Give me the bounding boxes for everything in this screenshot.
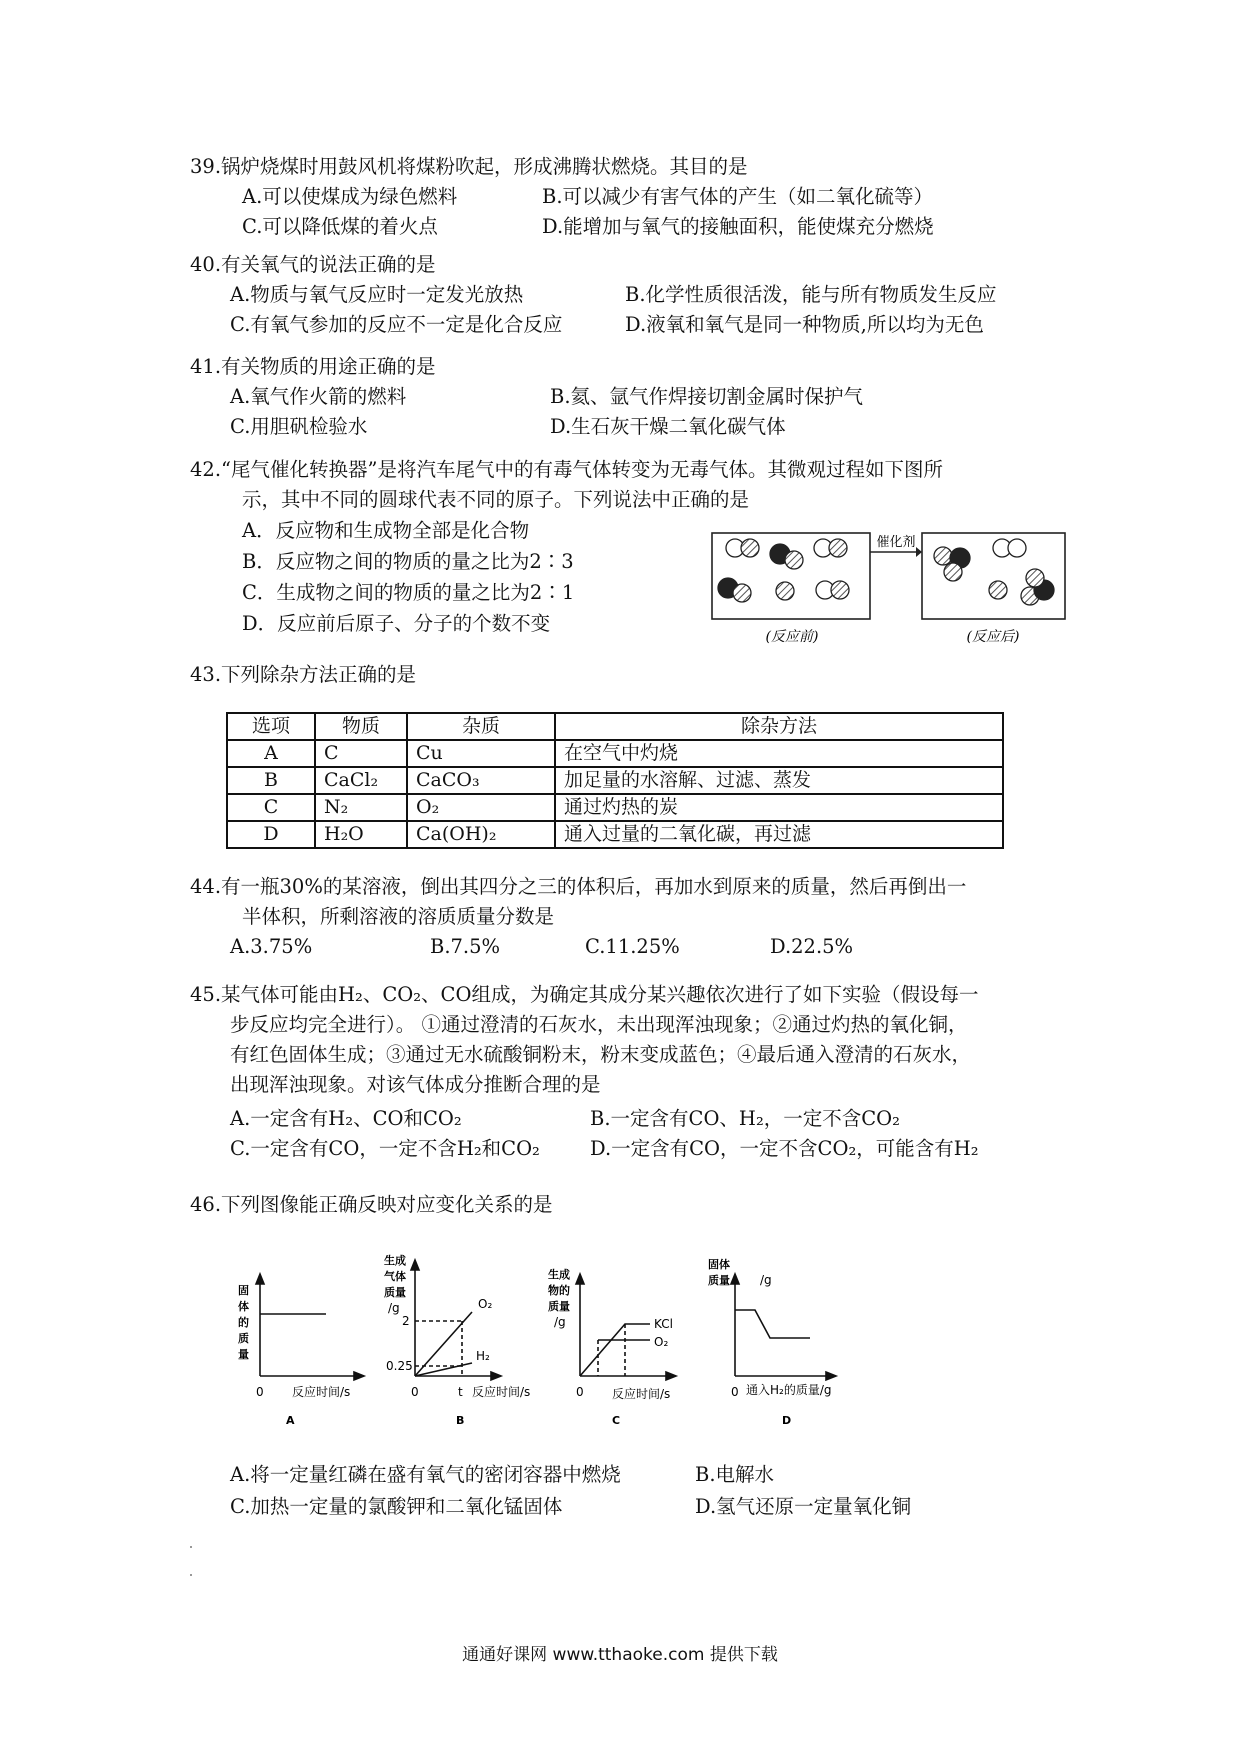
table-cell: 通入过量的二氧化碳，再过滤	[555, 821, 1003, 848]
impurity-table	[226, 712, 1004, 849]
series-o2-label: O₂	[478, 1297, 493, 1311]
footer-credit: 通通好课网 www.tthaoke.com 提供下载	[462, 1645, 778, 1665]
graph-d-ylabel: /g	[760, 1273, 772, 1287]
question-stem: 46.下列图像能正确反映对应变化关系的是	[190, 1193, 553, 1216]
option-c: C.一定含有CO，一定不含H₂和CO₂	[230, 1137, 540, 1160]
option-b: B.化学性质很活泼，能与所有物质发生反应	[625, 283, 997, 306]
graph-a-ylabel: 质	[238, 1332, 249, 1345]
table-cell: CaCO₃	[407, 767, 555, 794]
table-header: 杂质	[407, 713, 555, 740]
table-cell: C	[315, 740, 407, 767]
question-stem-cont: 有红色固体生成；③通过无水硫酸铜粉末，粉末变成蓝色；④最后通入澄清的石灰水，	[230, 1043, 972, 1066]
option-c: C.可以降低煤的着火点	[242, 215, 438, 238]
table-cell: CaCl₂	[315, 767, 407, 794]
speck	[190, 1574, 192, 1576]
option-c: C.有氧气参加的反应不一定是化合反应	[230, 313, 563, 336]
option-c: C.用胆矾检验水	[230, 415, 368, 438]
question-stem: 39.锅炉烧煤时用鼓风机将煤粉吹起，形成沸腾状燃烧。其目的是	[190, 155, 748, 178]
graphs-figure	[230, 1250, 870, 1430]
table-cell: D	[227, 821, 315, 848]
graph-a-origin: 0	[256, 1385, 264, 1399]
table-cell: 加足量的水溶解、过滤、蒸发	[555, 767, 1003, 794]
table-header: 物质	[315, 713, 407, 740]
graph-a-ylabel: 的	[238, 1316, 249, 1329]
question-stem: 44.有一瓶30%的某溶液，倒出其四分之三的体积后，再加水到原来的质量，然后再倒出一	[190, 875, 967, 898]
option-d: D.22.5%	[770, 935, 854, 958]
question-stem: 42.“尾气催化转换器”是将汽车尾气中的有毒气体转变为无毒气体。其微观过程如下图所	[190, 458, 943, 481]
table-cell: Ca(OH)₂	[407, 821, 555, 848]
table-header: 选项	[227, 713, 315, 740]
question-45	[190, 980, 1070, 1164]
option-b: B.可以减少有害气体的产生（如二氧化硫等）	[542, 185, 934, 208]
graph-a-ylabel: 固	[238, 1284, 249, 1297]
graph-c-origin: 0	[576, 1385, 584, 1399]
table-row	[227, 794, 1003, 821]
graph-d-origin: 0	[731, 1385, 739, 1399]
graph-d-ylabel: 质量	[708, 1274, 730, 1287]
table-cell: Cu	[407, 740, 555, 767]
graph-b-ylabel: /g	[388, 1301, 400, 1315]
option-d: D.生石灰干燥二氧化碳气体	[550, 415, 786, 438]
after-label: (反应后)	[966, 629, 1020, 645]
question-stem: 45.某气体可能由H₂、CO₂、CO组成，为确定其成分某兴趣依次进行了如下实验（假设每一	[190, 983, 979, 1006]
graph-a-xlabel: 反应时间/s	[292, 1385, 351, 1399]
graph-b-ylabel: 质量	[384, 1286, 406, 1299]
option-a: A.3.75%	[230, 935, 313, 958]
option-b: B.7.5%	[430, 935, 501, 958]
table-row	[227, 767, 1003, 794]
table-cell: N₂	[315, 794, 407, 821]
question-41	[190, 352, 1070, 442]
table-row	[227, 740, 1003, 767]
series-o2-label: O₂	[654, 1335, 669, 1349]
option-d: D．反应前后原子、分子的个数不变	[242, 612, 551, 635]
table-cell: 在空气中灼烧	[555, 740, 1003, 767]
option-a: A.氧气作火箭的燃料	[230, 385, 407, 408]
table-cell: H₂O	[315, 821, 407, 848]
option-c: C.加热一定量的氯酸钾和二氧化锰固体	[230, 1495, 563, 1518]
graph-c-ylabel: 物的	[548, 1284, 570, 1297]
option-a: A.可以使煤成为绿色燃料	[242, 185, 458, 208]
table-row	[227, 821, 1003, 848]
option-c: C.11.25%	[585, 935, 680, 958]
table-cell: O₂	[407, 794, 555, 821]
graph-a	[256, 1274, 364, 1380]
question-40	[190, 250, 1070, 340]
question-43	[190, 660, 1070, 690]
option-a: A.将一定量红磷在盛有氧气的密闭容器中燃烧	[230, 1463, 621, 1486]
question-46-options	[190, 1460, 1070, 1522]
table-header-row	[227, 713, 1003, 740]
table-cell: A	[227, 740, 315, 767]
graph-b-tick-x: t	[458, 1385, 463, 1399]
graph-d	[731, 1274, 836, 1380]
graph-c-ylabel: 质量	[548, 1300, 570, 1313]
graph-d-tag: D	[782, 1414, 792, 1427]
graph-b-xlabel: 反应时间/s	[472, 1385, 531, 1399]
option-d: D.能增加与氧气的接触面积，能使煤充分燃烧	[542, 215, 934, 238]
question-stem-cont: 半体积，所剩溶液的溶质质量分数是	[242, 905, 555, 928]
question-46	[190, 1190, 1070, 1220]
graph-d-ylabel: 固体	[708, 1258, 730, 1271]
catalyst-label: 催化剂	[876, 535, 916, 550]
graph-c-xlabel: 反应时间/s	[612, 1387, 671, 1401]
option-d: D.一定含有CO，一定不含CO₂，可能含有H₂	[590, 1137, 979, 1160]
graph-d-xlabel: 通入H₂的质量/g	[746, 1383, 832, 1397]
question-39	[190, 152, 1070, 242]
series-h2-label: H₂	[476, 1349, 490, 1363]
question-stem: 40.有关氧气的说法正确的是	[190, 253, 436, 276]
table-cell: B	[227, 767, 315, 794]
option-a: A.物质与氧气反应时一定发光放热	[230, 283, 524, 306]
graph-b-ylabel: 生成	[384, 1254, 406, 1267]
speck	[190, 1546, 192, 1548]
graph-c-tag: C	[612, 1414, 621, 1427]
option-b: B.电解水	[695, 1463, 775, 1486]
graph-a-tag: A	[286, 1414, 295, 1427]
table-cell: 通过灼热的炭	[555, 794, 1003, 821]
graph-a-ylabel: 量	[238, 1348, 249, 1361]
graph-c-ylabel: /g	[554, 1315, 566, 1329]
table-cell: C	[227, 794, 315, 821]
option-d: D.氢气还原一定量氧化铜	[695, 1495, 912, 1518]
question-stem: 43.下列除杂方法正确的是	[190, 663, 417, 686]
before-label: (反应前)	[765, 629, 819, 645]
option-b: B.氦、氩气作焊接切割金属时保护气	[550, 385, 864, 408]
graph-b-tag: B	[456, 1414, 465, 1427]
option-b: B.一定含有CO、H₂，一定不含CO₂	[590, 1107, 900, 1130]
option-c: C．生成物之间的物质的量之比为2∶1	[242, 581, 575, 604]
option-b: B．反应物之间的物质的量之比为2∶3	[242, 550, 574, 573]
question-stem-cont: 示，其中不同的圆球代表不同的原子。下列说法中正确的是	[242, 488, 750, 511]
reaction-diagram	[710, 528, 1070, 650]
option-a: A．反应物和生成物全部是化合物	[242, 519, 530, 542]
option-d: D.液氧和氧气是同一种物质,所以均为无色	[625, 313, 984, 336]
graph-b-ylabel: 气体	[384, 1270, 406, 1283]
graph-b-tick-y: 2	[402, 1314, 410, 1328]
question-stem: 41.有关物质的用途正确的是	[190, 355, 436, 378]
table-header: 除杂方法	[555, 713, 1003, 740]
question-44	[190, 872, 1070, 962]
question-stem-cont: 出现浑浊现象。对该气体成分推断合理的是	[230, 1073, 601, 1096]
graph-b-origin: 0	[411, 1385, 419, 1399]
graph-b-tick-y: 0.25	[386, 1359, 413, 1373]
series-kcl-label: KCl	[654, 1317, 673, 1331]
graph-a-ylabel: 体	[238, 1300, 249, 1313]
question-stem-cont: 步反应均完全进行）。 ①通过澄清的石灰水，未出现浑浊现象；②通过灼热的氧化铜，	[230, 1013, 968, 1036]
option-a: A.一定含有H₂、CO和CO₂	[230, 1107, 462, 1130]
graph-c-ylabel: 生成	[548, 1268, 570, 1281]
